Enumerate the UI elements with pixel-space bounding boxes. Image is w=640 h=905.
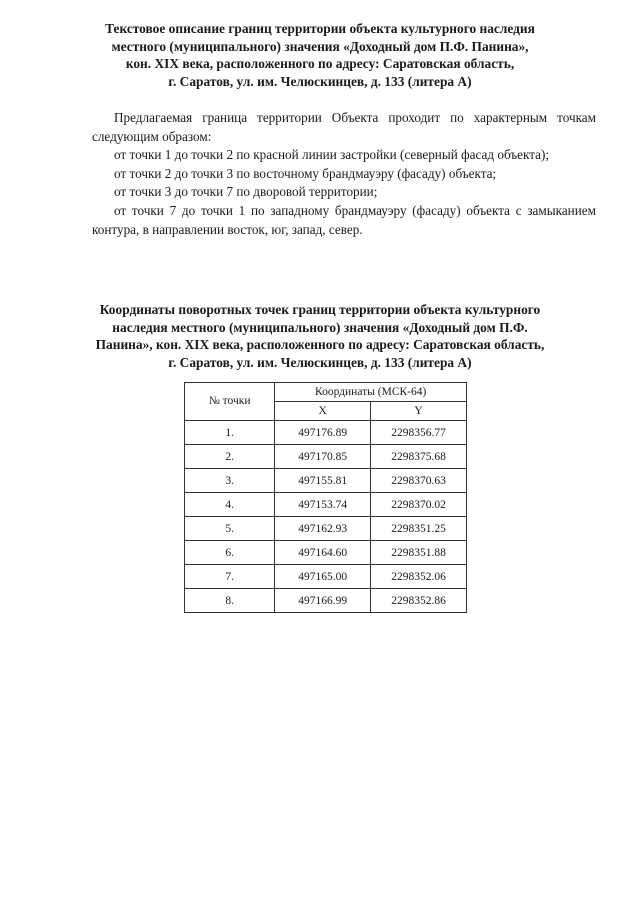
boundary-description: [92, 109, 596, 239]
table-row: [185, 445, 467, 469]
point-number: 6.: [185, 541, 275, 565]
point-number: 1.: [185, 421, 275, 445]
coord-x: 497166.99: [275, 589, 371, 613]
title-line: г. Саратов, ул. им. Челюскинцев, д. 133 (литера А): [168, 354, 472, 370]
header-coordinates: Координаты (МСК-64): [275, 383, 467, 402]
coord-x: 497162.93: [275, 517, 371, 541]
title-line: Текстовое описание границ территории объекта культурного наследия: [105, 21, 535, 36]
header-x: X: [275, 402, 371, 421]
coord-y: 2298352.86: [371, 589, 467, 613]
point-number: 7.: [185, 565, 275, 589]
boundary-segment: от точки 3 до точки 7 по дворовой территории;: [114, 184, 378, 200]
table-header-row: [185, 383, 467, 402]
title-line: г. Саратов, ул. им. Челюскинцев, д. 133 (литера А): [168, 73, 472, 89]
document-title: [60, 20, 580, 90]
table-row: [185, 469, 467, 493]
boundary-segment: от точки 2 до точки 3 по восточному брандмауэру (фасаду) объекта;: [114, 165, 497, 181]
boundary-segment: от точки 7 до точки 1 по западному брандмауэру (фасаду) объекта с замыканием контура, в направлении восток, юг, запад, север.: [92, 202, 596, 237]
coord-x: 497170.85: [275, 445, 371, 469]
table-row: [185, 541, 467, 565]
coordinates-title: [60, 301, 580, 371]
coord-y: 2298356.77: [371, 421, 467, 445]
title-line: наследия местного (муниципального) значения «Доходный дом П.Ф.: [112, 319, 528, 335]
title-line: кон. XIX века, расположенного по адресу: Саратовская область,: [125, 56, 515, 71]
table-row: [185, 565, 467, 589]
coord-y: 2298351.88: [371, 541, 467, 565]
coord-x: 497153.74: [275, 493, 371, 517]
boundary-segment: от точки 1 до точки 2 по красной линии застройки (северный фасад объекта);: [114, 147, 550, 163]
coord-y: 2298370.02: [371, 493, 467, 517]
title-line: местного (муниципального) значения «Доходный дом П.Ф. Панина»,: [111, 38, 529, 54]
title-line: Панина», кон. XIX века, расположенного по адресу: Саратовская область,: [95, 337, 545, 352]
coord-x: 497155.81: [275, 469, 371, 493]
point-number: 8.: [185, 589, 275, 613]
coord-x: 497176.89: [275, 421, 371, 445]
coord-y: 2298351.25: [371, 517, 467, 541]
point-number: 2.: [185, 445, 275, 469]
coord-x: 497165.00: [275, 565, 371, 589]
table-row: [185, 517, 467, 541]
title-line: Координаты поворотных точек границ территории объекта культурного: [99, 302, 541, 317]
header-y: Y: [371, 402, 467, 421]
coordinates-table: [184, 382, 467, 613]
description-intro: Предлагаемая граница территории Объекта проходит по характерным точкам следующим образом:: [92, 110, 596, 144]
coord-y: 2298352.06: [371, 565, 467, 589]
header-point-number-label: № точки: [208, 395, 251, 407]
coord-x: 497164.60: [275, 541, 371, 565]
point-number: 4.: [185, 493, 275, 517]
point-number: 3.: [185, 469, 275, 493]
coord-y: 2298375.68: [371, 445, 467, 469]
table-row: [185, 493, 467, 517]
point-number: 5.: [185, 517, 275, 541]
table-row: [185, 421, 467, 445]
header-point-number: [185, 383, 275, 421]
table-row: [185, 589, 467, 613]
coord-y: 2298370.63: [371, 469, 467, 493]
